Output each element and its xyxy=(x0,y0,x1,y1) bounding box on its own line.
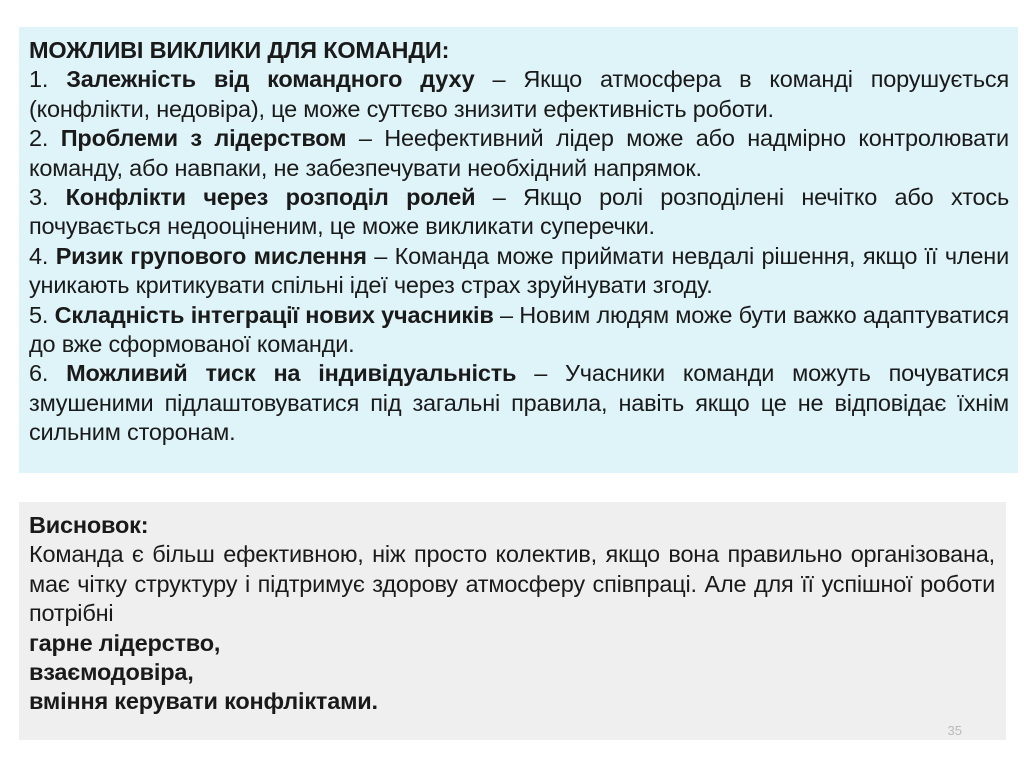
slide-number: 35 xyxy=(947,723,962,738)
item-title: Складність інтеграції нових учасників xyxy=(54,301,494,328)
challenges-panel xyxy=(19,27,1018,473)
item-number: 6. xyxy=(29,360,49,387)
item-number: 4. xyxy=(29,242,49,269)
conclusion-panel xyxy=(19,502,1006,740)
challenges-heading: МОЖЛИВІ ВИКЛИКИ ДЛЯ КОМАНДИ: xyxy=(29,37,450,63)
item-title: Конфлікти через розподіл ролей xyxy=(65,184,476,211)
item-number: 1. xyxy=(29,66,49,93)
challenge-item xyxy=(29,301,1009,360)
conclusion-text: Команда є більш ефективною, ніж просто колектив, якщо вона правильно організована, має чітку структуру і підтримує здорову атмосферу співпраці. Але для її успішної роботи потрібні xyxy=(29,541,995,627)
item-number: 3. xyxy=(29,184,49,211)
item-title: Можливий тиск на індивідуальність xyxy=(66,360,517,387)
challenge-item xyxy=(29,183,1009,242)
item-text: – Якщо ролі розподілені нечітко або хтось почувається недооціненим, це може викликати суперечки. xyxy=(29,184,1009,240)
item-text: – Неефективний лідер може або надмірно контролювати команду, або навпаки, не забезпечувати необхідний напрямок. xyxy=(29,125,1009,181)
challenge-item xyxy=(29,124,1009,183)
item-number: 5. xyxy=(29,301,49,328)
item-title: Залежність від командного духу xyxy=(66,66,475,93)
challenge-item xyxy=(29,242,1009,301)
item-text: – Учасники команди можуть почуватися змушеними підлаштовуватися під загальні правила, навіть якщо це не відповідає їхнім сильним сторонам. xyxy=(29,360,1009,446)
item-title: Ризик групового мислення xyxy=(55,242,367,269)
challenge-item xyxy=(29,65,1009,124)
conclusion-point: взаємодовіра, xyxy=(29,659,194,686)
item-number: 2. xyxy=(29,125,49,152)
item-title: Проблеми з лідерством xyxy=(60,125,347,152)
conclusion-point: вміння керувати конфліктами. xyxy=(29,688,378,715)
item-text: – Команда може приймати невдалі рішення, якщо її члени уникають критикувати спільні ідеї через страх зруйнувати згоду. xyxy=(29,242,1009,299)
conclusion-point: гарне лідерство, xyxy=(29,629,221,656)
conclusion-heading: Висновок: xyxy=(29,512,149,538)
challenge-item xyxy=(29,359,1009,447)
item-text: – Якщо атмосфера в команді порушується (конфлікти, недовіра), це може суттєво знизити ефективність роботи. xyxy=(29,66,1009,122)
item-text: – Новим людям може бути важко адаптуватися до вже сформованої команди. xyxy=(29,301,1009,358)
